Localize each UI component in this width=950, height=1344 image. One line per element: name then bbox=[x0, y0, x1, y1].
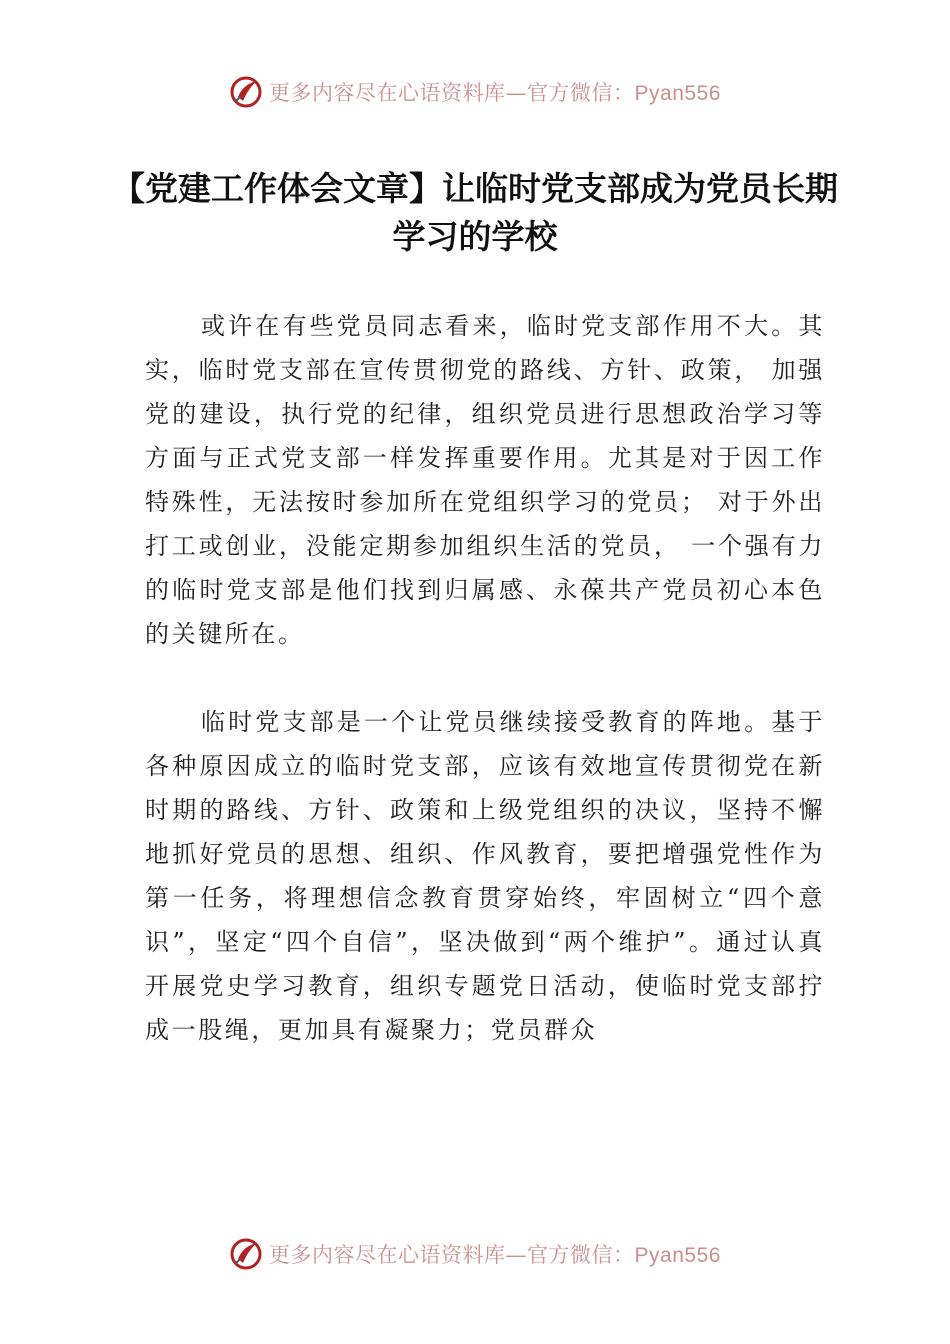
header-banner-text: 更多内容尽在心语资料库—官方微信： bbox=[269, 81, 635, 105]
article-title: 【党建工作体会文章】让临时党支部成为党员长期学习的学校 bbox=[112, 169, 838, 256]
article-paragraph-2: 临时党支部是一个让党员继续接受教育的阵地。基于各种原因成立的临时党支部，应该有效地宣传贯彻党在新时期的路线、方针、政策和上级党组织的决议，坚持不懈地抓好党员的思想、组织、作风教育，要把增强党性作为第一任务，将理想信念教育贯穿始终，牢固树立“四个意识”，坚定“四个自信”，坚决做到“两个维护”。通过认真开展党史学习教育，组织专题党日活动，使临时党支部拧成一股绳，更加具有凝聚力；党员群众 bbox=[145, 708, 825, 1044]
footer-banner bbox=[0, 1232, 950, 1276]
header-banner bbox=[0, 70, 950, 114]
footer-banner-text: 更多内容尽在心语资料库—官方微信： bbox=[269, 1243, 635, 1267]
brand-logo-icon bbox=[229, 75, 263, 109]
header-wechat-id: Pyan556 bbox=[634, 82, 721, 105]
article-paragraph-1: 或许在有些党员同志看来，临时党支部作用不大。其实，临时党支部在宣传贯彻党的路线、方针、政策， 加强党的建设，执行党的纪律，组织党员进行思想政治学习等方面与正式党支部一样发挥重要作用。尤其是对于因工作特殊性，无法按时参加所在党组织学习的党员； 对于外出打工或创业，没能定期参加组织生活的党员， 一个强有力的临时党支部是他们找到归属感、永葆共产党员初心本色的关键所在。 bbox=[145, 312, 825, 648]
brand-logo-icon bbox=[229, 1237, 263, 1271]
footer-wechat-id: Pyan556 bbox=[634, 1244, 721, 1267]
